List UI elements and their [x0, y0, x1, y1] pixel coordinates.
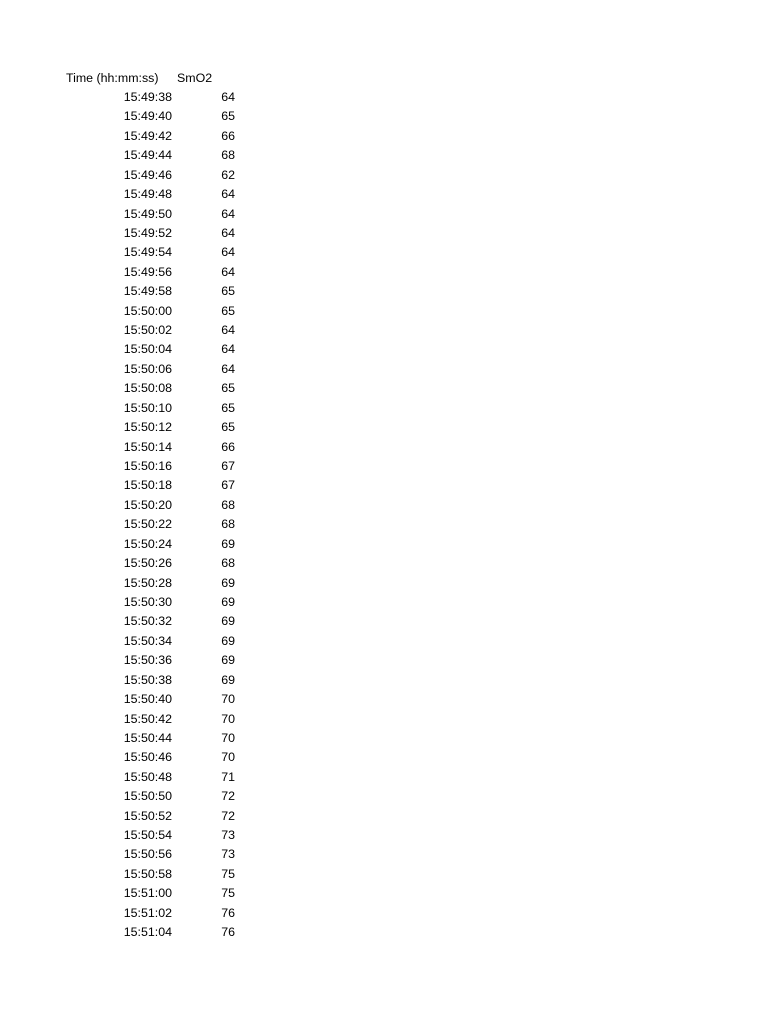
- cell-time: 15:50:20: [123, 497, 172, 512]
- cell-smo2: 65: [221, 420, 235, 435]
- cell-time: 15:50:12: [123, 420, 172, 435]
- table-header-row: [66, 69, 212, 87]
- cell-smo2: 72: [221, 808, 235, 823]
- cell-time: 15:50:28: [123, 575, 172, 590]
- cell-smo2: 69: [221, 653, 235, 668]
- cell-smo2: 70: [221, 711, 235, 726]
- cell-smo2: 65: [221, 303, 235, 318]
- cell-time: 15:50:04: [123, 342, 172, 357]
- cell-time: 15:51:02: [123, 905, 172, 920]
- cell-time: 15:50:00: [123, 303, 172, 318]
- cell-time: 15:51:00: [123, 886, 172, 901]
- cell-smo2: 73: [221, 828, 235, 843]
- cell-smo2: 65: [221, 400, 235, 415]
- cell-smo2: 64: [221, 264, 235, 279]
- cell-time: 15:50:40: [123, 692, 172, 707]
- cell-time: 15:50:46: [123, 750, 172, 765]
- cell-smo2: 68: [221, 148, 235, 163]
- cell-time: 15:51:04: [123, 925, 172, 940]
- cell-time: 15:50:32: [123, 614, 172, 629]
- cell-time: 15:50:36: [123, 653, 172, 668]
- cell-time: 15:50:22: [123, 517, 172, 532]
- cell-smo2: 65: [221, 284, 235, 299]
- cell-time: 15:50:50: [123, 789, 172, 804]
- cell-time: 15:50:34: [123, 633, 172, 648]
- cell-smo2: 76: [221, 925, 235, 940]
- cell-time: 15:50:02: [123, 323, 172, 338]
- cell-time: 15:49:48: [123, 187, 172, 202]
- cell-smo2: 69: [221, 575, 235, 590]
- cell-time: 15:50:48: [123, 769, 172, 784]
- cell-smo2: 70: [221, 750, 235, 765]
- cell-smo2: 66: [221, 128, 235, 143]
- cell-time: 15:50:58: [123, 866, 172, 881]
- cell-smo2: 65: [221, 109, 235, 124]
- cell-smo2: 64: [221, 361, 235, 376]
- cell-smo2: 68: [221, 517, 235, 532]
- cell-smo2: 75: [221, 866, 235, 881]
- cell-smo2: 75: [221, 886, 235, 901]
- cell-smo2: 69: [221, 594, 235, 609]
- header-smo2: SmO2: [177, 71, 213, 85]
- cell-smo2: 69: [221, 536, 235, 551]
- cell-smo2: 66: [221, 439, 235, 454]
- cell-time: 15:49:50: [123, 206, 172, 221]
- cell-time: 15:50:38: [123, 672, 172, 687]
- cell-time: 15:49:40: [123, 109, 172, 124]
- cell-time: 15:50:10: [123, 400, 172, 415]
- cell-time: 15:49:52: [123, 225, 172, 240]
- cell-time: 15:50:54: [123, 828, 172, 843]
- cell-smo2: 64: [221, 342, 235, 357]
- cell-smo2: 64: [221, 187, 235, 202]
- cell-smo2: 62: [221, 167, 235, 182]
- header-time: Time (hh:mm:ss): [66, 71, 159, 85]
- cell-time: 15:50:06: [123, 361, 172, 376]
- cell-time: 15:50:14: [123, 439, 172, 454]
- cell-smo2: 67: [221, 459, 235, 474]
- cell-smo2: 69: [221, 633, 235, 648]
- cell-time: 15:50:44: [123, 730, 172, 745]
- cell-time: 15:50:18: [123, 478, 172, 493]
- cell-smo2: 67: [221, 478, 235, 493]
- cell-time: 15:49:58: [123, 284, 172, 299]
- cell-smo2: 68: [221, 556, 235, 571]
- cell-smo2: 64: [221, 225, 235, 240]
- cell-smo2: 64: [221, 206, 235, 221]
- cell-time: 15:50:08: [123, 381, 172, 396]
- cell-smo2: 73: [221, 847, 235, 862]
- cell-time: 15:49:54: [123, 245, 172, 260]
- cell-time: 15:49:46: [123, 167, 172, 182]
- cell-smo2: 70: [221, 692, 235, 707]
- cell-time: 15:49:56: [123, 264, 172, 279]
- cell-smo2: 71: [221, 769, 235, 784]
- cell-time: 15:49:42: [123, 128, 172, 143]
- cell-smo2: 64: [221, 90, 235, 104]
- cell-time: 15:50:42: [123, 711, 172, 726]
- cell-time: 15:50:24: [123, 536, 172, 551]
- cell-smo2: 70: [221, 730, 235, 745]
- cell-time: 15:50:16: [123, 459, 172, 474]
- cell-smo2: 69: [221, 614, 235, 629]
- cell-smo2: 69: [221, 672, 235, 687]
- cell-time: 15:49:38: [123, 90, 172, 104]
- cell-time: 15:50:52: [123, 808, 172, 823]
- cell-smo2: 76: [221, 905, 235, 920]
- cell-time: 15:50:30: [123, 594, 172, 609]
- cell-smo2: 65: [221, 381, 235, 396]
- cell-smo2: 64: [221, 245, 235, 260]
- cell-time: 15:49:44: [123, 148, 172, 163]
- cell-time: 15:50:26: [123, 556, 172, 571]
- cell-smo2: 64: [221, 323, 235, 338]
- cell-smo2: 68: [221, 497, 235, 512]
- cell-time: 15:50:56: [123, 847, 172, 862]
- cell-smo2: 72: [221, 789, 235, 804]
